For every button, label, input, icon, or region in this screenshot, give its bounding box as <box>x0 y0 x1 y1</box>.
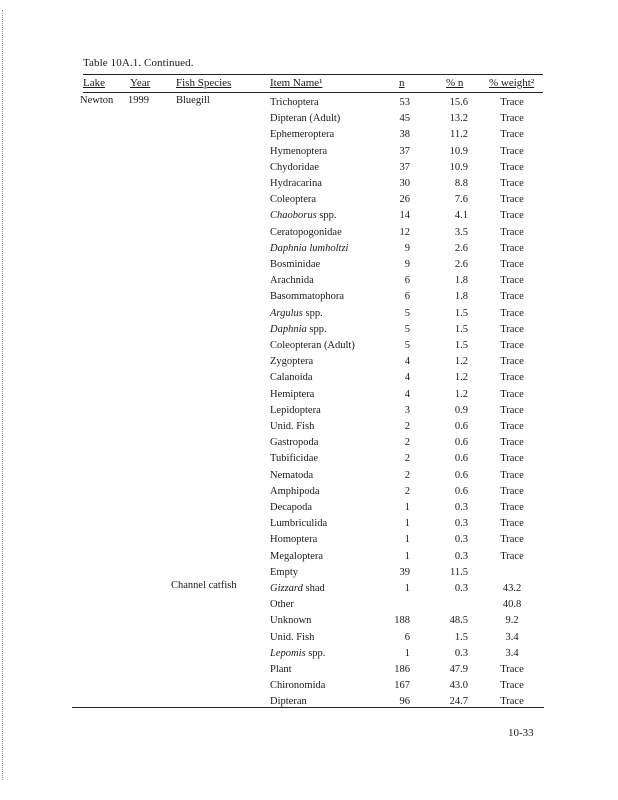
item-name: Empty <box>270 566 298 578</box>
percent-weight: Trace <box>500 323 524 335</box>
count-n: 6 <box>404 291 410 303</box>
header-pct-n: % n <box>446 77 464 89</box>
species-catfish-label: Channel catfish <box>171 580 237 591</box>
item-name: Argulus spp. <box>270 307 323 319</box>
percent-weight: Trace <box>500 469 524 481</box>
percent-weight: Trace <box>500 194 524 206</box>
percent-n: 13.2 <box>449 113 468 125</box>
percent-n: 1.5 <box>454 307 468 319</box>
item-name: Trichoptera <box>270 97 319 108</box>
lake-label: Newton <box>80 95 114 106</box>
species-bluegill-label: Bluegill <box>176 95 210 106</box>
percent-weight: Trace <box>500 680 524 692</box>
item-name-italic: Daphnia <box>270 323 307 335</box>
count-n: 1 <box>404 647 410 659</box>
percent-weight: Trace <box>500 696 524 708</box>
percent-n: 0.6 <box>454 469 468 481</box>
percent-weight: Trace <box>500 145 524 157</box>
percent-weight: Trace <box>500 226 524 238</box>
item-name: Decapoda <box>270 502 312 513</box>
item-name: Other <box>270 599 294 611</box>
percent-weight: Trace <box>500 129 524 141</box>
percent-n: 15.6 <box>449 97 468 108</box>
count-n: 167 <box>394 680 410 692</box>
header-pct-weight: % weight² <box>489 77 535 89</box>
percent-n: 2.6 <box>454 242 468 254</box>
item-name-italic: Lepomis <box>270 647 306 659</box>
percent-n: 4.1 <box>454 210 468 222</box>
percent-weight: Trace <box>500 210 524 222</box>
percent-n: 7.6 <box>454 194 468 206</box>
percent-weight: Trace <box>500 518 524 530</box>
percent-n: 3.5 <box>454 226 468 238</box>
scan-margin-dots <box>2 10 9 780</box>
item-name <box>270 243 348 255</box>
item-name: Chironomida <box>270 680 326 692</box>
count-n: 1 <box>404 502 410 513</box>
item-name: Tubificidae <box>270 453 319 465</box>
count-n: 1 <box>404 518 410 530</box>
percent-n: 24.7 <box>449 696 468 708</box>
percent-n: 1.2 <box>454 372 468 384</box>
percent-n: 0.6 <box>454 421 468 432</box>
percent-n: 0.3 <box>454 534 468 546</box>
item-name: Homoptera <box>270 534 318 546</box>
item-name: Coleoptera <box>270 194 317 206</box>
item-name: Bosminidae <box>270 259 321 270</box>
percent-n: 1.2 <box>454 388 468 400</box>
percent-weight: Trace <box>500 388 524 400</box>
percent-n: 11.2 <box>450 129 468 141</box>
percent-n: 0.3 <box>454 647 468 659</box>
count-n: 5 <box>404 340 410 351</box>
percent-n: 0.3 <box>454 550 468 562</box>
item-name: Gastropoda <box>270 437 319 449</box>
item-name: Daphnia spp. <box>270 323 327 335</box>
percent-n: 8.8 <box>454 178 468 189</box>
percent-weight: Trace <box>500 97 524 108</box>
item-name: Chaoborus spp. <box>270 210 337 222</box>
count-n: 5 <box>404 323 410 335</box>
count-n: 30 <box>399 178 410 189</box>
count-n: 1 <box>404 550 410 562</box>
percent-n: 10.9 <box>449 161 468 173</box>
item-name: Lepidoptera <box>270 404 321 416</box>
count-n: 12 <box>399 226 410 238</box>
percent-weight: Trace <box>500 340 524 351</box>
item-name: Nematoda <box>270 469 314 481</box>
item-name: Chydoridae <box>270 161 319 173</box>
percent-weight: Trace <box>500 502 524 513</box>
item-name: Unknown <box>270 615 312 627</box>
item-name: Basommatophora <box>270 291 345 303</box>
item-name: Hymenoptera <box>270 145 328 157</box>
bottom-rule <box>72 707 544 708</box>
count-n: 2 <box>404 421 410 432</box>
item-name-italic: Gizzard <box>270 583 303 594</box>
count-n: 1 <box>404 583 410 594</box>
item-name: Zygoptera <box>270 356 314 368</box>
percent-weight: Trace <box>500 437 524 449</box>
percent-n: 0.6 <box>454 453 468 465</box>
count-n: 4 <box>404 356 410 368</box>
item-name: Ephemeroptera <box>270 129 335 141</box>
percent-n: 1.8 <box>454 275 468 287</box>
top-rule <box>83 74 543 75</box>
percent-weight: Trace <box>500 161 524 173</box>
percent-weight: Trace <box>500 356 524 368</box>
count-n: 37 <box>399 145 410 157</box>
percent-n: 47.9 <box>449 664 468 675</box>
percent-weight: 3.4 <box>505 647 519 659</box>
count-n: 53 <box>399 97 410 108</box>
count-n: 39 <box>399 566 410 578</box>
count-n: 2 <box>404 485 410 497</box>
item-name: Dipteran <box>270 696 307 708</box>
table-caption: Table 10A.1. Continued. <box>83 57 194 69</box>
count-n: 4 <box>404 388 410 400</box>
percent-n: 0.3 <box>454 583 468 594</box>
count-n: 2 <box>404 469 410 481</box>
percent-weight: 43.2 <box>502 583 522 594</box>
count-n: 9 <box>404 259 410 270</box>
percent-weight: Trace <box>500 453 524 465</box>
count-n: 186 <box>394 664 410 675</box>
count-n: 6 <box>404 631 410 643</box>
count-n: 9 <box>404 242 410 254</box>
percent-n: 1.5 <box>454 340 468 351</box>
percent-weight: Trace <box>500 242 524 254</box>
header-species: Fish Species <box>176 77 232 89</box>
percent-weight: 40.8 <box>502 599 522 611</box>
count-n: 188 <box>394 615 410 627</box>
item-name: Lumbriculida <box>270 518 328 530</box>
count-n: 2 <box>404 437 410 449</box>
item-name: Amphipoda <box>270 485 320 497</box>
percent-n: 43.0 <box>449 680 468 692</box>
count-n: 14 <box>399 210 410 222</box>
percent-n: 0.3 <box>454 518 468 530</box>
percent-n: 0.3 <box>454 502 468 513</box>
item-name-italic: Chaoborus <box>270 210 317 222</box>
percent-weight: Trace <box>500 307 524 319</box>
count-n: 4 <box>404 372 410 384</box>
item-name: Unid. Fish <box>270 631 315 643</box>
count-n: 38 <box>399 129 410 141</box>
item-name: Calanoida <box>270 372 313 384</box>
percent-weight: Trace <box>500 113 524 125</box>
percent-weight: Trace <box>500 259 524 270</box>
count-n: 45 <box>399 113 410 125</box>
percent-n: 0.9 <box>454 404 468 416</box>
percent-n: 1.2 <box>454 356 468 368</box>
count-n: 1 <box>404 534 410 546</box>
count-n: 6 <box>404 275 410 287</box>
count-n: 3 <box>404 404 410 416</box>
item-name: Plant <box>270 664 292 675</box>
percent-n: 1.5 <box>454 631 468 643</box>
percent-weight: 3.4 <box>505 631 519 643</box>
count-n: 5 <box>404 307 410 319</box>
item-name: Coleopteran (Adult) <box>270 340 355 351</box>
header-lake: Lake <box>83 77 105 89</box>
item-name: Megaloptera <box>270 550 324 562</box>
percent-weight: Trace <box>500 534 524 546</box>
percent-n: 0.6 <box>454 485 468 497</box>
item-name: Ceratopogonidae <box>270 226 342 238</box>
item-name: Dipteran (Adult) <box>270 113 341 125</box>
percent-weight: Trace <box>500 275 524 287</box>
item-name: Hydracarina <box>270 178 322 189</box>
header-n: n <box>399 77 405 89</box>
item-name: Unid. Fish <box>270 421 315 432</box>
percent-weight: Trace <box>500 550 524 562</box>
percent-weight: Trace <box>500 485 524 497</box>
item-name: Lepomis spp. <box>270 647 326 659</box>
count-n: 26 <box>399 194 410 206</box>
count-n: 37 <box>399 161 410 173</box>
percent-n: 2.6 <box>454 259 468 270</box>
percent-weight: Trace <box>500 421 524 432</box>
percent-weight: Trace <box>500 178 524 189</box>
percent-n: 11.5 <box>450 566 468 578</box>
header-rule <box>83 92 543 93</box>
percent-n: 48.5 <box>449 615 468 627</box>
percent-n: 1.8 <box>454 291 468 303</box>
percent-weight: Trace <box>500 664 524 675</box>
percent-weight: Trace <box>500 404 524 416</box>
percent-n: 1.5 <box>454 323 468 335</box>
item-name-italic: Argulus <box>270 307 303 319</box>
year-label: 1999 <box>128 95 149 106</box>
page-number: 10-33 <box>508 727 534 739</box>
percent-weight: Trace <box>500 291 524 303</box>
count-n: 96 <box>399 696 410 708</box>
item-name: Gizzard shad <box>270 583 325 594</box>
header-item: Item Name¹ <box>270 77 323 89</box>
percent-n: 10.9 <box>449 145 468 157</box>
count-n: 2 <box>404 453 410 465</box>
item-name: Arachnida <box>270 275 314 287</box>
percent-weight: Trace <box>500 372 524 384</box>
item-name-italic: Daphnia lumholtzi <box>270 242 349 254</box>
percent-weight: 9.2 <box>505 615 519 627</box>
header-year: Year <box>130 77 151 89</box>
percent-n: 0.6 <box>454 437 468 449</box>
item-name: Hemiptera <box>270 388 315 400</box>
